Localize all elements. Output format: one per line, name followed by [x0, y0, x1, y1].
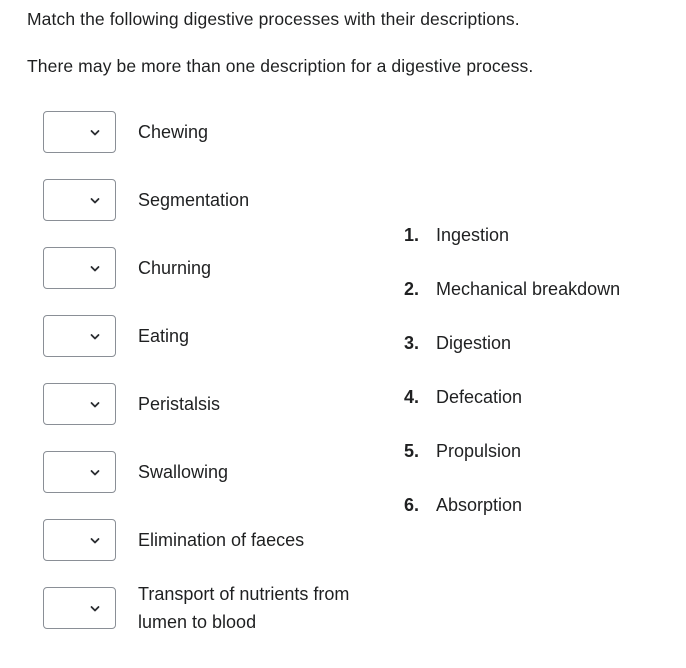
process-label-6: Swallowing — [138, 462, 229, 482]
chevron-down-icon — [90, 197, 100, 205]
process-label-1: Chewing — [138, 122, 209, 142]
chevron-down-icon — [90, 469, 100, 477]
process-select-1[interactable] — [43, 111, 116, 153]
chevron-down-icon — [90, 265, 100, 273]
description-item-3 — [404, 333, 511, 354]
process-label-7: Elimination of faeces — [138, 530, 305, 550]
description-number: 3. — [404, 333, 420, 353]
description-text: Absorption — [436, 495, 523, 515]
process-select-7[interactable] — [43, 519, 116, 561]
chevron-down-icon — [90, 537, 100, 545]
process-select-8[interactable] — [43, 587, 116, 629]
description-item-5 — [404, 441, 521, 462]
chevron-down-icon — [90, 333, 100, 341]
process-label-4: Eating — [138, 326, 190, 346]
process-select-2[interactable] — [43, 179, 116, 221]
process-select-6[interactable] — [43, 451, 116, 493]
description-item-2 — [404, 279, 620, 300]
description-number: 6. — [404, 495, 420, 515]
description-text: Ingestion — [436, 225, 510, 245]
process-select-5[interactable] — [43, 383, 116, 425]
process-label-5: Peristalsis — [138, 394, 221, 414]
description-number: 5. — [404, 441, 420, 461]
description-number: 1. — [404, 225, 420, 245]
description-number: 2. — [404, 279, 420, 299]
process-select-4[interactable] — [43, 315, 116, 357]
description-text: Digestion — [436, 333, 512, 353]
process-label-2: Segmentation — [138, 190, 250, 210]
chevron-down-icon — [90, 605, 100, 613]
chevron-down-icon — [90, 401, 100, 409]
description-text: Mechanical breakdown — [436, 279, 621, 299]
process-select-3[interactable] — [43, 247, 116, 289]
description-item-4 — [404, 387, 522, 408]
instruction-line-1: Match the following digestive processes with their descriptions. — [27, 9, 520, 29]
process-label-3: Churning — [138, 258, 212, 278]
process-label-8: Transport of nutrients from lumen to blood — [138, 584, 350, 632]
chevron-down-icon — [90, 129, 100, 137]
description-text: Propulsion — [436, 441, 522, 461]
description-item-6 — [404, 495, 522, 516]
description-item-1 — [404, 225, 509, 246]
description-text: Defecation — [436, 387, 523, 407]
description-number: 4. — [404, 387, 420, 407]
instruction-line-2: There may be more than one description for a digestive process. — [27, 56, 534, 76]
